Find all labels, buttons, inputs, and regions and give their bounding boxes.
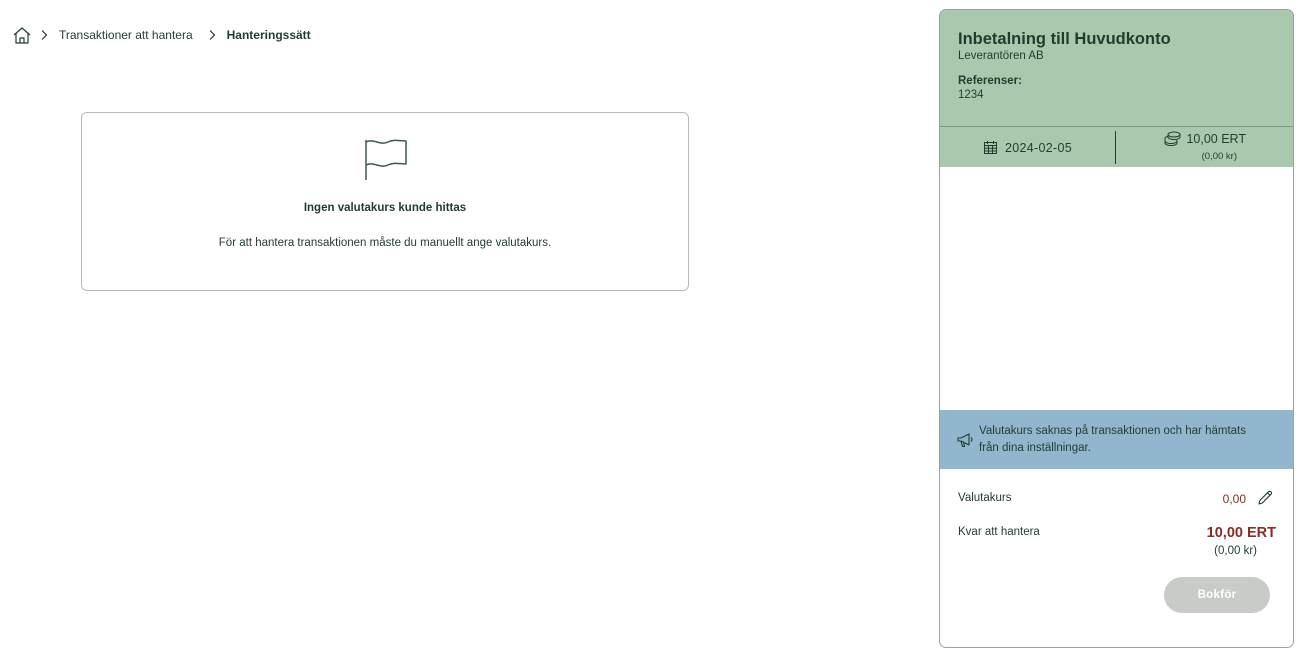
date-value: 2024-02-05 xyxy=(1005,140,1072,155)
amount-value: 10,00 ERT xyxy=(1186,131,1246,146)
breadcrumb xyxy=(11,25,311,45)
empty-state-heading: Ingen valutakurs kunde hittas xyxy=(303,202,467,214)
empty-state-description: För att hantera transaktionen måste du manuellt ange valutakurs. xyxy=(218,237,552,249)
remaining-label: Kvar att hantera xyxy=(958,526,1040,538)
exchange-rate-value: 0,00 xyxy=(1222,492,1246,506)
references-label: Referenser: xyxy=(958,75,1022,87)
chevron-right-icon xyxy=(39,28,53,42)
transaction-amount xyxy=(1116,127,1293,167)
home-icon[interactable] xyxy=(11,25,33,45)
notice-text: Valutakurs saknas på transaktionen och har hämtats från dina inställningar. xyxy=(979,424,1246,454)
breadcrumb-transactions-link[interactable]: Transaktioner att hantera xyxy=(59,28,193,42)
calendar-icon xyxy=(983,140,998,155)
remaining-value: 10,00 ERT xyxy=(1206,525,1276,541)
coins-icon xyxy=(1164,131,1181,146)
amount-sek: (0,00 kr) xyxy=(1201,151,1237,162)
empty-state-card xyxy=(81,112,689,291)
transaction-meta xyxy=(940,126,1293,167)
pencil-icon[interactable] xyxy=(1256,489,1274,507)
flag-icon xyxy=(362,136,410,184)
exchange-rate-label: Valutakurs xyxy=(958,492,1012,504)
transaction-panel xyxy=(939,9,1294,648)
references-value: 1234 xyxy=(958,89,984,101)
book-button[interactable]: Bokför xyxy=(1164,577,1270,613)
transaction-date xyxy=(940,131,1116,164)
supplier-name: Leverantören AB xyxy=(958,50,1044,62)
chevron-right-icon xyxy=(207,28,221,42)
breadcrumb-current: Hanteringssätt xyxy=(226,28,311,42)
transaction-header xyxy=(940,10,1293,126)
megaphone-icon xyxy=(956,431,974,449)
transaction-title: Inbetalning till Huvudkonto xyxy=(958,30,1171,48)
remaining-sek: (0,00 kr) xyxy=(1214,545,1257,557)
exchange-rate-notice xyxy=(940,410,1293,469)
